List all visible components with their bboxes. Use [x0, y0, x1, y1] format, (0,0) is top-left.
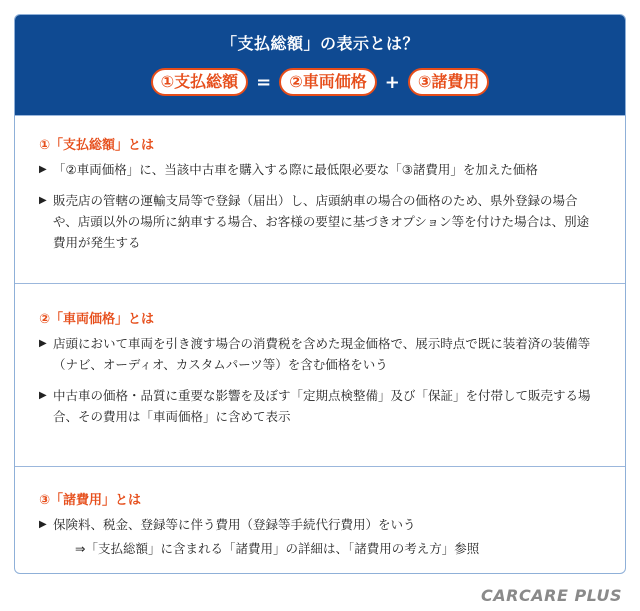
- triangle-right-icon: ▶: [39, 519, 47, 530]
- carcareplus-logo: CARCARE PLUS: [481, 586, 622, 605]
- formula-equals: =: [256, 71, 272, 93]
- list-item: ▶ 中古車の価格・品質に重要な影響を及ぼす「定期点検整備」及び「保証」を付帯して販売する場合、その費用は「車両価格」に含めて表示: [39, 385, 601, 427]
- triangle-right-icon: ▶: [39, 195, 47, 206]
- list-item: ▶ 店頭において車両を引き渡す場合の消費税を含めた現金価格で、展示時点で既に装着済の装備等（ナビ、オーディオ、カスタムパーツ等）を含む価格をいう: [39, 333, 601, 375]
- triangle-right-icon: ▶: [39, 164, 47, 175]
- section-title: ③「諸費用」とは: [39, 493, 142, 508]
- section-title: ①「支払総額」とは: [39, 138, 155, 153]
- list-item: ▶ 「②車両価格」に、当該中古車を購入する際に最低限必要な「③諸費用」を加えた価格: [39, 159, 601, 180]
- section-vehicle-price: [15, 283, 625, 466]
- formula-plus: +: [384, 71, 400, 93]
- header: [15, 15, 625, 115]
- triangle-right-icon: ▶: [39, 338, 47, 349]
- list-item: ▶ 保険料、税金、登録等に伴う費用（登録等手続代行費用）をいう: [39, 514, 601, 535]
- header-title: 「支払総額」の表示とは？: [220, 34, 419, 53]
- section-title: ②「車両価格」とは: [39, 312, 155, 327]
- formula-term-vehicle: ②車両価格: [279, 68, 377, 96]
- formula-term-total: ①支払総額: [151, 68, 249, 96]
- list-item: ▶ 販売店の管轄の運輸支局等で登録（届出）し、店頭納車の場合の価格のため、県外登録の場合や、店頭以外の場所に納車する場合、お客様の要望に基づきオプション等を付けた場合は、別途費用が発生する: [39, 190, 601, 253]
- section-total-price: [15, 115, 625, 283]
- triangle-right-icon: ▶: [39, 390, 47, 401]
- formula: [15, 68, 625, 96]
- section-fees: [15, 466, 625, 574]
- info-card: [14, 14, 626, 574]
- formula-term-fees: ③諸費用: [408, 68, 490, 96]
- fees-note: ⇒「支払総額」に含まれる「諸費用」の詳細は、「諸費用の考え方」参照: [75, 541, 480, 556]
